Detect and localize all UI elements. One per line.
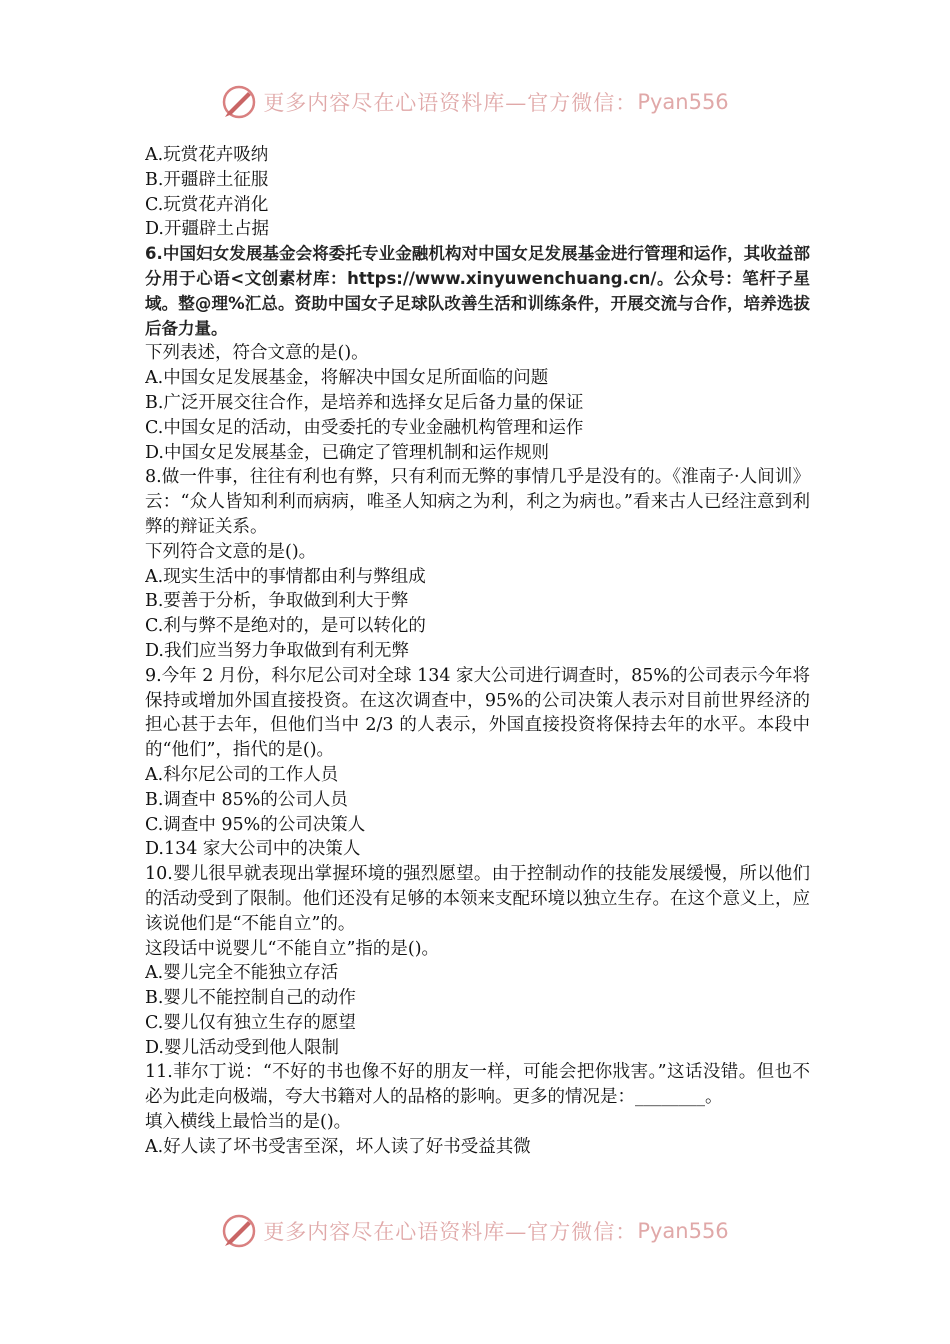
- question-8-option-b: B.要善于分析，争取做到利大于弊: [145, 591, 409, 612]
- question-6-option-d: D.中国女足发展基金，已确定了管理机制和运作规则: [145, 442, 549, 463]
- question-8-prompt: 下列符合文意的是()。: [145, 541, 317, 562]
- question-11-prompt: 填入横线上最恰当的是()。: [145, 1112, 352, 1133]
- watermark-text: 更多内容尽在心语资料库—官方微信：: [263, 91, 638, 115]
- question-10-option-b: B.婴儿不能控制自己的动作: [145, 988, 356, 1009]
- question-10-option-c: C.婴儿仅有独立生存的愿望: [145, 1012, 356, 1033]
- question-9-text: 9.今年 2 月份，科尔尼公司对全球 134 家大公司进行调查时，85%的公司表示今年将保持或增加外国直接投资。在这次调查中，95%的公司决策人表示对目前世界经济的担心甚于去年，但他们当中 2/3 的人表示，外国直接投资将保持去年的水平。本段中的“他们”，指代的是()。: [145, 665, 810, 761]
- question-10-option-d: D.婴儿活动受到他人限制: [145, 1037, 339, 1058]
- question-10-option-a: A.婴儿完全不能独立存活: [145, 963, 339, 984]
- question-6-option-c: C.中国女足的活动，由受委托的专业金融机构管理和运作: [145, 417, 584, 438]
- question-9-option-a: A.科尔尼公司的工作人员: [145, 764, 339, 785]
- question-11-text: 11.菲尔丁说：“不好的书也像不好的朋友一样，可能会把你戕害。”这话没错。但也不必为此走向极端，夸大书籍对人的品格的影响。更多的情况是：________。: [145, 1062, 810, 1108]
- question-10-text: 10.婴儿很早就表现出掌握环境的强烈愿望。由于控制动作的技能发展缓慢，所以他们的活动受到了限制。他们还没有足够的本领来支配环境以独立生存。在这个意义上，应该说他们是“不能自立”的。: [145, 864, 810, 934]
- question-9-option-d: D.134 家大公司中的决策人: [145, 839, 361, 860]
- pen-logo-icon: [221, 1213, 257, 1249]
- header-watermark: [0, 80, 950, 124]
- question-8-option-a: A.现实生活中的事情都由利与弊组成: [145, 566, 426, 587]
- document-body: [145, 143, 810, 1160]
- watermark-text: 更多内容尽在心语资料库—官方微信：: [263, 1220, 638, 1244]
- footer-watermark: [0, 1209, 950, 1253]
- question-11-option-a: A.好人读了坏书受害至深，坏人读了好书受益其微: [145, 1136, 531, 1157]
- question-8-option-d: D.我们应当努力争取做到有利无弊: [145, 640, 409, 661]
- question-6-option-a: A.中国女足发展基金，将解决中国女足所面临的问题: [145, 368, 549, 389]
- watermark-wechat-id: Pyan556: [637, 1219, 729, 1243]
- question-9-option-c: C.调查中 95%的公司决策人: [145, 814, 366, 835]
- option-line: A.玩赏花卉吸纳: [145, 145, 269, 165]
- question-10-prompt: 这段话中说婴儿“不能自立”指的是()。: [145, 938, 440, 959]
- question-8-text: 8.做一件事，往往有利也有弊，只有利而无弊的事情几乎是没有的。《淮南子·人间训》云：“众人皆知利利而病病，唯圣人知病之为利，利之为病也。”看来古人已经注意到利弊的辩证关系。: [145, 467, 810, 537]
- watermark-wechat-id: Pyan556: [637, 90, 729, 114]
- question-8-option-c: C.利与弊不是绝对的，是可以转化的: [145, 616, 426, 637]
- question-6-prompt: 下列表述，符合文意的是()。: [145, 343, 369, 364]
- pen-logo-icon: [221, 84, 257, 120]
- question-6-option-b: B.广泛开展交往合作，是培养和选择女足后备力量的保证: [145, 392, 584, 413]
- option-line: C.玩赏花卉消化: [145, 194, 269, 215]
- option-line: D.开疆辟土占据: [145, 219, 269, 240]
- question-9-option-b: B.调查中 85%的公司人员: [145, 789, 348, 810]
- question-6-text: 6.中国妇女发展基金会将委托专业金融机构对中国女足发展基金进行管理和运作，其收益部分用于心语<文创素材库：https://www.xinyuwenchuang.cn/。公众号：笔杆子星域。整@理%汇总。资助中国女子足球队改善生活和训练条件，开展交流与合作，培养选拔后备力量。: [145, 244, 810, 338]
- option-line: B.开疆辟土征服: [145, 169, 269, 190]
